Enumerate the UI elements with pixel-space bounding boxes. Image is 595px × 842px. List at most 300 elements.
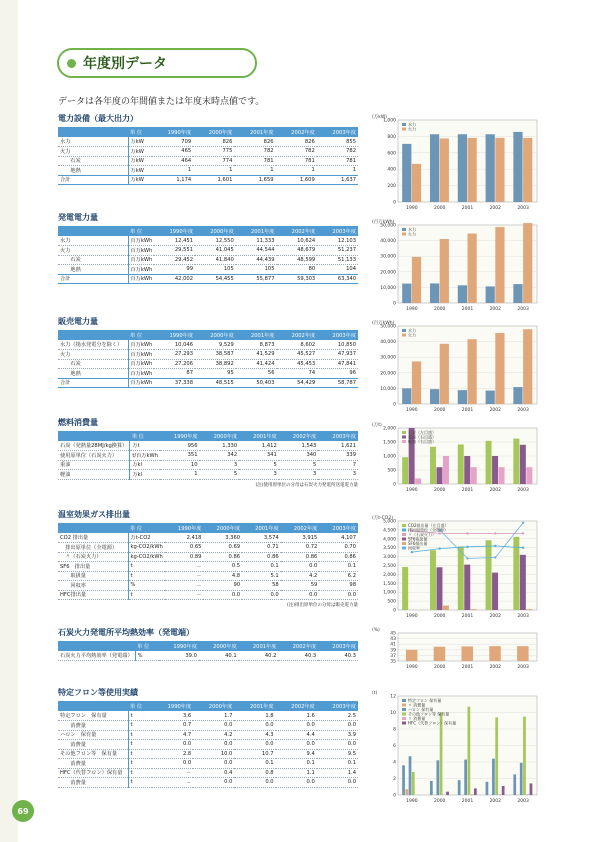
series-point	[494, 545, 496, 547]
x-tick-label: 1990	[406, 206, 418, 211]
x-tick-label: 2000	[433, 206, 446, 211]
y-tick-label: 0	[393, 200, 396, 206]
table-cell: 地熱	[58, 166, 128, 176]
table-cell: 0.0	[276, 778, 317, 788]
y-tick-label: 1,000	[383, 118, 396, 124]
x-tick-label: 2001	[461, 307, 474, 312]
table-cell: 10.7	[234, 749, 275, 759]
table-header: 1990年度	[165, 523, 204, 533]
page-number: 69	[12, 800, 34, 822]
y-tick-label: 35	[390, 659, 396, 665]
table-cell: 12,451	[154, 236, 195, 246]
table-cell: 1	[234, 166, 275, 176]
title-bullet-icon	[67, 59, 76, 68]
table-cell: 0.1	[276, 759, 317, 769]
table-cell: 465	[152, 147, 193, 157]
table-cell: 781	[317, 156, 358, 166]
legend-swatch	[402, 123, 406, 126]
table-header: 2001年度	[236, 226, 277, 236]
table-cell: 45,527	[277, 350, 318, 360]
table-cell: 10,046	[154, 340, 195, 350]
legend-label: 水力	[408, 122, 416, 127]
bar	[412, 257, 421, 303]
bar	[526, 467, 532, 484]
table-header	[58, 641, 135, 651]
y-tick-label: 0	[393, 402, 396, 408]
table-cell: 98	[319, 581, 358, 591]
bar	[436, 467, 442, 484]
section-title: 電力設備（最大出力）	[58, 114, 138, 123]
x-tick-label: 2003	[517, 307, 529, 312]
table-cell: 29,452	[154, 255, 195, 265]
table-header: 2000年度	[195, 226, 236, 236]
bar	[468, 339, 477, 404]
table-cell: 1	[160, 470, 200, 480]
table-row	[58, 543, 358, 553]
table-cell: 百万kWh	[128, 246, 154, 256]
table-cell: 0.0	[242, 590, 281, 600]
bar	[402, 457, 408, 484]
bar	[458, 390, 467, 404]
bar	[486, 441, 492, 484]
data-table	[58, 127, 358, 185]
table-cell: 万kW	[128, 156, 152, 166]
table-cell: 使用原単位（石炭火力）	[58, 451, 130, 461]
table-cell: 781	[276, 156, 317, 166]
table-cell: －	[165, 562, 204, 572]
table-cell: 826	[193, 137, 234, 147]
table-row	[58, 581, 358, 591]
table-cell: 水力	[58, 137, 128, 147]
table-cell: 12,550	[195, 236, 236, 246]
table-cell: 4.3	[234, 730, 275, 740]
x-tick-label: 2000	[433, 665, 446, 670]
table-cell: 4.2	[193, 730, 234, 740]
bar	[402, 567, 408, 610]
y-tick-label: 1,000	[383, 454, 396, 460]
table-cell: 消費量	[58, 778, 128, 788]
table-cell: 0.0	[193, 778, 234, 788]
table-header: 2002年度	[277, 330, 318, 340]
table-header: 1990年度	[152, 127, 193, 137]
y-tick-label: 2,500	[383, 564, 396, 569]
table-cell: 40.3	[278, 651, 318, 661]
table-cell: 855	[317, 137, 358, 147]
table-cell: 万kl	[130, 460, 160, 470]
page-title: 年度別データ	[57, 48, 257, 78]
table-cell: 百万kWh	[128, 340, 154, 350]
table-cell: 4.2	[281, 571, 320, 581]
y-tick-label: 10	[390, 711, 396, 716]
table-cell: 1.6	[276, 711, 317, 721]
x-tick-label: 2003	[517, 408, 529, 413]
y-tick-label: 20,000	[380, 270, 396, 276]
chart-svg	[370, 318, 545, 414]
table-cell: 48,599	[277, 255, 318, 265]
y-tick-label: 500	[387, 468, 396, 474]
bar	[405, 789, 408, 795]
bar	[492, 759, 495, 795]
y-tick-label: 43	[390, 637, 396, 643]
table-cell: t/百万kWh	[130, 451, 160, 461]
table-cell: 38,892	[195, 359, 236, 369]
bar	[502, 786, 505, 795]
data-table	[58, 226, 358, 284]
table-row	[58, 451, 358, 461]
x-tick-label: 2000	[433, 799, 446, 804]
table-row	[58, 166, 358, 176]
table-row	[58, 359, 358, 369]
table-cell: 51,133	[317, 255, 358, 265]
table-cell: 特定フロン 保有量	[58, 711, 128, 721]
table-cell: CO2 排出量	[58, 533, 128, 543]
table-cell: 0.1	[242, 562, 281, 572]
table-cell: 826	[234, 137, 275, 147]
legend-swatch	[402, 713, 406, 716]
table-cell: 1	[276, 166, 317, 176]
legend-label: その他フロン等 保有量	[408, 711, 450, 717]
table-cell: 合計	[58, 378, 128, 388]
legend-swatch	[402, 128, 406, 131]
table-section	[58, 212, 358, 284]
table-cell: 339	[318, 451, 358, 461]
series-point	[439, 532, 441, 534]
table-cell: 万kl	[130, 470, 160, 480]
y-tick-label: 10,000	[380, 386, 396, 392]
table-row	[58, 175, 358, 185]
table-cell: 0.65	[165, 543, 204, 553]
table-header: 2001年度	[236, 330, 277, 340]
table-section	[58, 316, 358, 388]
legend-label: SF6取扱量	[408, 536, 428, 542]
table-section	[58, 417, 358, 488]
legend-label: 火力	[408, 332, 416, 338]
table-header: 2000年度	[203, 523, 242, 533]
table-cell: －	[165, 571, 204, 581]
y-tick-label: 0	[393, 482, 396, 488]
bar	[526, 794, 529, 795]
table-cell: その他フロン等 保有量	[58, 749, 128, 759]
table-cell: 0.0	[152, 740, 193, 750]
table-cell: t	[128, 571, 165, 581]
table-row	[58, 562, 358, 572]
table-cell: t	[128, 590, 165, 600]
table-cell: 29,551	[154, 246, 195, 256]
bar	[436, 760, 439, 795]
table-row	[58, 265, 358, 275]
bar	[464, 456, 470, 484]
bar	[517, 646, 529, 661]
chart-svg	[370, 625, 545, 671]
bar	[486, 782, 489, 795]
table-header: 2001年度	[234, 127, 275, 137]
table-header: 2003年度	[318, 431, 358, 441]
legend-swatch	[402, 334, 406, 337]
x-tick-label: 2003	[517, 488, 529, 493]
table-cell: t	[128, 749, 152, 759]
table-cell: 石炭	[58, 156, 128, 166]
table-header: 2001年度	[234, 701, 275, 711]
table-cell: 956	[160, 441, 200, 451]
table-cell: 39.0	[159, 651, 199, 661]
table-header: 2003年度	[317, 701, 358, 711]
table-cell: 0.0	[319, 590, 358, 600]
table-cell: 火力	[58, 147, 128, 157]
chart	[370, 217, 545, 313]
table-row	[58, 721, 358, 731]
table-cell: 54,455	[195, 274, 236, 284]
table-cell: 3	[279, 470, 319, 480]
legend-label: 火力	[408, 231, 416, 237]
table-row	[58, 369, 358, 379]
table-cell: 4.7	[152, 730, 193, 740]
table-cell: 1.7	[193, 711, 234, 721]
table-cell: 1	[193, 166, 234, 176]
y-tick-label: 4,500	[383, 528, 396, 534]
table-cell: 80	[277, 265, 318, 275]
x-tick-label: 2002	[489, 408, 502, 413]
table-cell: 火力	[58, 350, 128, 360]
table-header	[58, 226, 128, 236]
table-cell: 地熱	[58, 265, 128, 275]
bar	[430, 134, 439, 202]
bar	[471, 467, 477, 484]
table-cell: 1,412	[239, 441, 279, 451]
bar	[486, 286, 495, 303]
table-cell: 95	[195, 369, 236, 379]
table-row	[58, 340, 358, 350]
table-row	[58, 350, 358, 360]
bar	[499, 794, 502, 795]
table-header: 2002年度	[281, 523, 320, 533]
data-table	[58, 523, 358, 600]
table-cell: 1,659	[234, 175, 275, 185]
table-cell: 3,915	[281, 533, 320, 543]
table-cell: 0.1	[319, 562, 358, 572]
table-cell: 782	[276, 147, 317, 157]
x-tick-label: 2000	[433, 614, 446, 619]
table-cell: 軽油	[58, 470, 130, 480]
table-header: 2000年度	[193, 127, 234, 137]
table-cell: 40.1	[199, 651, 239, 661]
table-header: 2003年度	[317, 127, 358, 137]
table-cell: －	[165, 590, 204, 600]
table-cell: 5	[239, 460, 279, 470]
bar	[474, 788, 477, 795]
table-cell: 0.8	[234, 768, 275, 778]
unit-label: (万t)	[372, 423, 382, 428]
table-header: 2000年度	[199, 641, 239, 651]
y-tick-label: 10,000	[380, 285, 396, 291]
legend-swatch	[402, 542, 406, 545]
table-header: 2002年度	[276, 127, 317, 137]
bar	[468, 234, 477, 303]
x-tick-label: 2000	[433, 307, 446, 312]
table-cell: 6.2	[319, 571, 358, 581]
x-tick-label: 2001	[461, 665, 474, 670]
bar	[495, 138, 504, 202]
table-cell: 42,002	[154, 274, 195, 284]
table-cell: 27,293	[154, 350, 195, 360]
y-tick-label: 1,500	[383, 581, 396, 587]
table-cell: 87	[154, 369, 195, 379]
x-tick-label: 2000	[433, 488, 446, 493]
table-cell: 0.86	[242, 552, 281, 562]
x-tick-label: 2003	[517, 665, 529, 670]
table-cell: 5.1	[242, 571, 281, 581]
table-cell: 石炭	[58, 255, 128, 265]
table-cell: 826	[276, 137, 317, 147]
bar	[402, 144, 411, 202]
table-cell: 重油	[58, 460, 130, 470]
section-title: 石炭火力発電所平均熱効率（発電端）	[58, 628, 194, 637]
table-cell: 0.0	[276, 721, 317, 731]
table-row	[58, 651, 358, 661]
table-cell: 104	[317, 265, 358, 275]
legend-swatch	[402, 233, 406, 236]
table-header: 1990年度	[154, 226, 195, 236]
table-cell: 1,174	[152, 175, 193, 185]
y-tick-label: 50,000	[380, 223, 396, 229]
series-point	[522, 532, 524, 534]
table-row	[58, 552, 358, 562]
table-cell: 百万kWh	[128, 236, 154, 246]
table-cell: 0.0	[203, 590, 242, 600]
bar	[412, 164, 421, 202]
bar	[458, 546, 464, 610]
table-row	[58, 571, 358, 581]
table-cell: 石炭	[58, 359, 128, 369]
table-cell: t	[128, 778, 152, 788]
legend-swatch	[402, 431, 406, 434]
table-cell: 782	[234, 147, 275, 157]
y-tick-label: 3,500	[383, 546, 396, 552]
table-header: 2003年度	[317, 226, 358, 236]
bar	[513, 387, 522, 404]
y-tick-label: 0	[393, 793, 396, 799]
table-cell: 1.8	[234, 711, 275, 721]
data-table	[58, 431, 358, 480]
table-row	[58, 768, 358, 778]
bar	[412, 361, 421, 404]
bar	[434, 647, 446, 661]
legend-label: HFC（代替フロン）保有量	[408, 720, 457, 726]
chart	[370, 318, 545, 414]
bar	[436, 567, 442, 610]
legend-label: 軽油（右目盛）	[408, 439, 436, 444]
section-title: 発電電力量	[58, 213, 98, 222]
bar	[468, 707, 471, 795]
table-cell: 58	[242, 581, 281, 591]
bar	[458, 285, 467, 303]
bar	[406, 650, 418, 661]
table-cell: kg-CO2/kWh	[128, 543, 165, 553]
bar	[412, 772, 415, 795]
bar	[464, 760, 467, 795]
table-cell: kg-CO2/kWh	[128, 552, 165, 562]
bar	[430, 283, 439, 303]
table-cell: 0.86	[281, 552, 320, 562]
bar	[523, 223, 532, 303]
table-header: 単 位	[128, 330, 154, 340]
legend-swatch	[402, 699, 406, 702]
table-cell: 4,107	[319, 533, 358, 543]
table-cell: 47,841	[317, 359, 358, 369]
table-cell: －	[152, 778, 193, 788]
table-cell: 58,787	[317, 378, 358, 388]
table-cell: 0.0	[193, 740, 234, 750]
chart-svg	[370, 688, 545, 805]
table-cell: 百万kWh	[128, 274, 154, 284]
table-cell: 0.0	[317, 740, 358, 750]
y-tick-label: 1,000	[383, 590, 396, 596]
legend-label: 水力	[408, 227, 416, 232]
series-point	[494, 532, 496, 534]
table-cell: 万kW	[128, 137, 152, 147]
table-header: 2002年度	[276, 701, 317, 711]
table-cell: 0.86	[203, 552, 242, 562]
table-header: 2001年度	[239, 641, 279, 651]
bar	[430, 781, 433, 795]
table-header: 1990年度	[160, 431, 200, 441]
table-cell: %	[135, 651, 159, 661]
legend-label: 火力	[408, 126, 416, 132]
table-cell: t	[128, 740, 152, 750]
bar	[523, 138, 532, 202]
y-tick-label: 50,000	[380, 324, 396, 330]
table-cell: 40.2	[239, 651, 279, 661]
legend-swatch	[402, 228, 406, 231]
table-cell: 775	[193, 147, 234, 157]
table-cell: －	[152, 768, 193, 778]
table-cell: 石炭（発熱量28MJ/kg換算）	[58, 441, 130, 451]
table-cell: 99	[154, 265, 195, 275]
table-cell: 9,529	[195, 340, 236, 350]
bar	[458, 780, 461, 795]
table-header: 単 位	[128, 127, 152, 137]
legend-label: 〃 消費量	[408, 702, 426, 708]
table-cell: 59	[281, 581, 320, 591]
bar	[402, 284, 411, 303]
legend-swatch	[402, 538, 406, 541]
bar	[430, 447, 436, 484]
x-tick-label: 2002	[489, 307, 502, 312]
legend-swatch	[402, 717, 406, 720]
table-cell: 0.0	[234, 778, 275, 788]
table-cell: 1,621	[318, 441, 358, 451]
table-cell: 百万kWh	[128, 359, 154, 369]
table-cell: 〃（石炭火力）	[58, 552, 128, 562]
y-tick-label: 4	[393, 760, 396, 766]
table-cell: 9.5	[317, 749, 358, 759]
table-section	[58, 627, 358, 661]
table-header: 1990年度	[159, 641, 199, 651]
table-cell: t	[128, 759, 152, 769]
bar	[464, 565, 470, 610]
table-cell: 0.0	[193, 721, 234, 731]
bar	[440, 344, 449, 404]
table-header: 2003年度	[317, 330, 358, 340]
legend-swatch	[402, 436, 406, 439]
table-cell: 3	[239, 470, 279, 480]
table-row	[58, 137, 358, 147]
table-cell: 万kW	[128, 166, 152, 176]
table-cell: 59,303	[277, 274, 318, 284]
legend-label: 〃（石炭火力）	[408, 532, 436, 537]
y-tick-label: 2,000	[383, 572, 396, 578]
y-tick-label: 12	[390, 694, 396, 700]
table-cell: t	[128, 730, 152, 740]
